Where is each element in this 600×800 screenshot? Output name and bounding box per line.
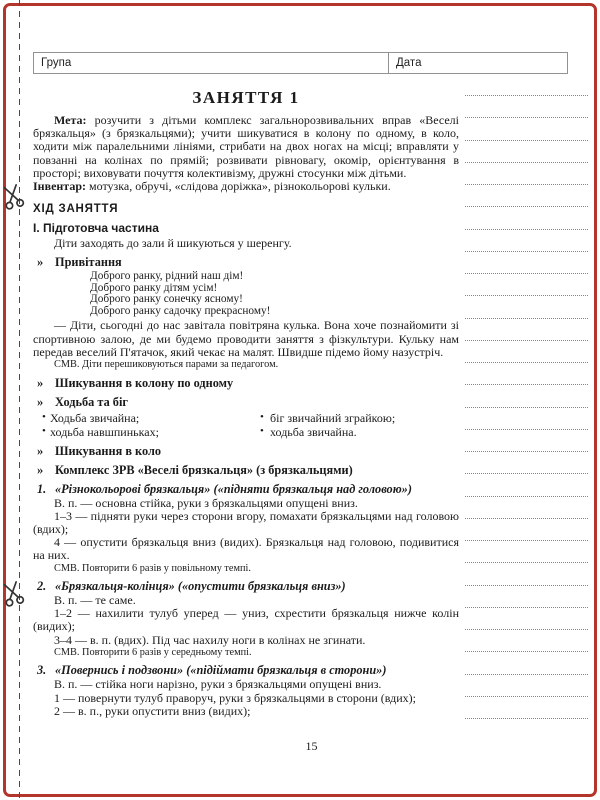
paragraph: В. п. — те саме.: [54, 593, 136, 608]
exercise-number: 2.: [37, 579, 47, 594]
exercise-title-label: «Повернись і подзвони» («підіймати брязкальця в сторони»): [55, 663, 387, 678]
note-line: [465, 629, 588, 630]
scissors-icon: [0, 579, 27, 610]
bullet-columns: [33, 411, 459, 439]
marker-heading-label: Ходьба та біг: [55, 394, 128, 409]
notes-column: [465, 0, 588, 800]
exercise-number: 3.: [37, 663, 47, 678]
page-number: 15: [305, 739, 318, 753]
method-note: СМВ. Повторити 6 разів у повільному темпі.: [54, 562, 251, 574]
lesson-flow: [33, 114, 459, 718]
note-line: [465, 295, 588, 296]
bullet-icon: •: [260, 410, 264, 423]
paragraph: В. п. — стійка ноги нарізно, руки з брязкальцями опущені вниз.: [54, 677, 382, 692]
bullet-item: [33, 411, 246, 425]
note-line: [465, 229, 588, 230]
paragraph: Діти заходять до зали й шикуються у шеренгу.: [54, 236, 292, 251]
bullet-icon: •: [260, 424, 264, 437]
double-chevron-icon: »: [37, 443, 42, 458]
marker-heading: [33, 463, 459, 477]
bullet-row: [33, 425, 459, 439]
note-line: [465, 273, 588, 274]
section-heading: ХІД ЗАНЯТТЯ: [33, 203, 119, 216]
marker-heading-label: Шикування в колону по одному: [55, 375, 234, 390]
note-line: [465, 674, 588, 675]
poem-line: Доброго ранку сонечку ясному!: [90, 293, 243, 306]
note-line: [465, 562, 588, 563]
note-line: [465, 718, 588, 719]
exercise-title-label: «Різнокольорові брязкальця» («підняти брязкальця над головою»): [55, 481, 412, 496]
note-line: [465, 451, 588, 452]
note-line: [465, 384, 588, 385]
lead-label: Інвентар:: [33, 179, 87, 194]
poem-line: Доброго ранку садочку прекрасному!: [90, 304, 271, 317]
bullet-item: [246, 411, 459, 425]
note-line: [465, 651, 588, 652]
paragraph: 1–3 — підняти руки через сторони вгору, помахати брязкальцями над головою (вдих);: [33, 508, 459, 536]
scissors-icon: [0, 182, 27, 213]
note-line: [465, 496, 588, 497]
note-line: [465, 473, 588, 474]
poem-line: Доброго ранку, рідний наш дім!: [90, 270, 244, 283]
cut-dashed-line: [19, 0, 20, 800]
note-line: [465, 518, 588, 519]
note-line: [465, 340, 588, 341]
note-line: [465, 162, 588, 163]
marker-heading-label: Комплекс ЗРВ «Веселі брязкальця» (з брязкальцями): [55, 462, 353, 477]
note-line: [465, 206, 588, 207]
paragraph-lead: Інвентар: мотузка, обручі, «слідова доріжка», різнокольорові кульки.: [33, 179, 391, 194]
bullet-item: [33, 425, 246, 439]
marker-heading-label: Привітання: [55, 255, 122, 270]
note-line: [465, 318, 588, 319]
exercise-title: [33, 579, 459, 593]
date-field: Дата: [396, 57, 422, 69]
paragraph: 3–4 — в. п. (вдих). Під час нахилу ноги в колінах не згинати.: [54, 632, 366, 647]
paragraph: 1–2 — нахилити тулуб уперед — униз, схрестити брязкальця нижче колін (видих);: [33, 606, 459, 634]
method-note: СМВ. Повторити 6 разів у середньому темпі.: [54, 646, 252, 658]
bullet-item-label: ходьба навшпиньках;: [50, 424, 159, 439]
note-line: [465, 362, 588, 363]
bullet-item-label: ходьба звичайна.: [270, 424, 357, 439]
marker-heading: [33, 395, 459, 409]
exercise-title: [33, 663, 459, 677]
double-chevron-icon: »: [37, 394, 42, 409]
poem-line: Доброго ранку дітям усім!: [90, 281, 218, 294]
paragraph: 4 — опустити брязкальця вниз (видих). Брязкальця над головою, подивитися на них.: [33, 535, 459, 563]
paragraph: В. п. — основна стійка, руки з брязкальцями опущені вниз.: [54, 495, 358, 510]
note-line: [465, 696, 588, 697]
marker-heading: [33, 255, 459, 269]
note-line: [465, 607, 588, 608]
bullet-icon: •: [42, 410, 46, 423]
note-line: [465, 540, 588, 541]
note-line: [465, 184, 588, 185]
note-line: [465, 251, 588, 252]
paragraph: 2 — в. п., руки опустити вниз (видих);: [54, 703, 251, 718]
exercise-title: [33, 482, 459, 496]
double-chevron-icon: »: [37, 375, 42, 390]
subsection-heading: І. Підготовча частина: [33, 221, 159, 236]
bullet-row: [33, 411, 459, 425]
note-line: [465, 140, 588, 141]
marker-heading: [33, 444, 459, 458]
greeting-poem: [90, 271, 459, 317]
paragraph: — Діти, сьогодні до нас завітала повітряна кулька. Вона хоче познайомити зі спортивною залою, де ми будемо проводити заняття з фізкультури. Кульку нам передав веселий П'ятачок, який чекає на малят. Швидше підемо йому назустріч.: [33, 318, 459, 359]
note-line: [465, 407, 588, 408]
bullet-item-label: Ходьба звичайна;: [50, 410, 140, 425]
exercise-number: 1.: [37, 481, 47, 496]
marker-heading: [33, 376, 459, 390]
bullet-icon: •: [42, 424, 46, 437]
exercise-title-label: «Брязкальця-колінця» («опустити брязкальця вниз»): [55, 579, 346, 594]
note-line: [465, 585, 588, 586]
lead-label: Мета:: [54, 113, 87, 127]
lesson-content: [33, 88, 459, 718]
double-chevron-icon: »: [37, 255, 42, 270]
page-title: ЗАНЯТТЯ 1: [192, 88, 300, 107]
marker-heading-label: Шикування в коло: [55, 443, 162, 458]
bullet-item: [246, 425, 459, 439]
method-note: СМВ. Діти перешиковуються парами за педагогом.: [54, 359, 279, 371]
note-line: [465, 117, 588, 118]
bullet-item-label: біг звичайний зграйкою;: [270, 410, 396, 425]
double-chevron-icon: »: [37, 462, 42, 477]
note-line: [465, 429, 588, 430]
paragraph-lead: Мета: розучити з дітьми комплекс загальнорозвивальних вправ «Веселі брязкальця» (з брязкальцями); учити шикуватися в колону по одному, в коло, ходити між паралельними лініями, стрибати на двох ногах на місці; вправляти у повзанні на колінах по прямій; розвивати рівновагу, окомір, орієнтування в просторі; виховувати почуття колективізму, дружні стосунки між дітьми.: [33, 113, 459, 180]
paragraph: 1 — повернути тулуб праворуч, руки з брязкальцями в сторони (вдих);: [54, 690, 416, 705]
note-line: [465, 95, 588, 96]
group-field: Група: [34, 53, 389, 73]
